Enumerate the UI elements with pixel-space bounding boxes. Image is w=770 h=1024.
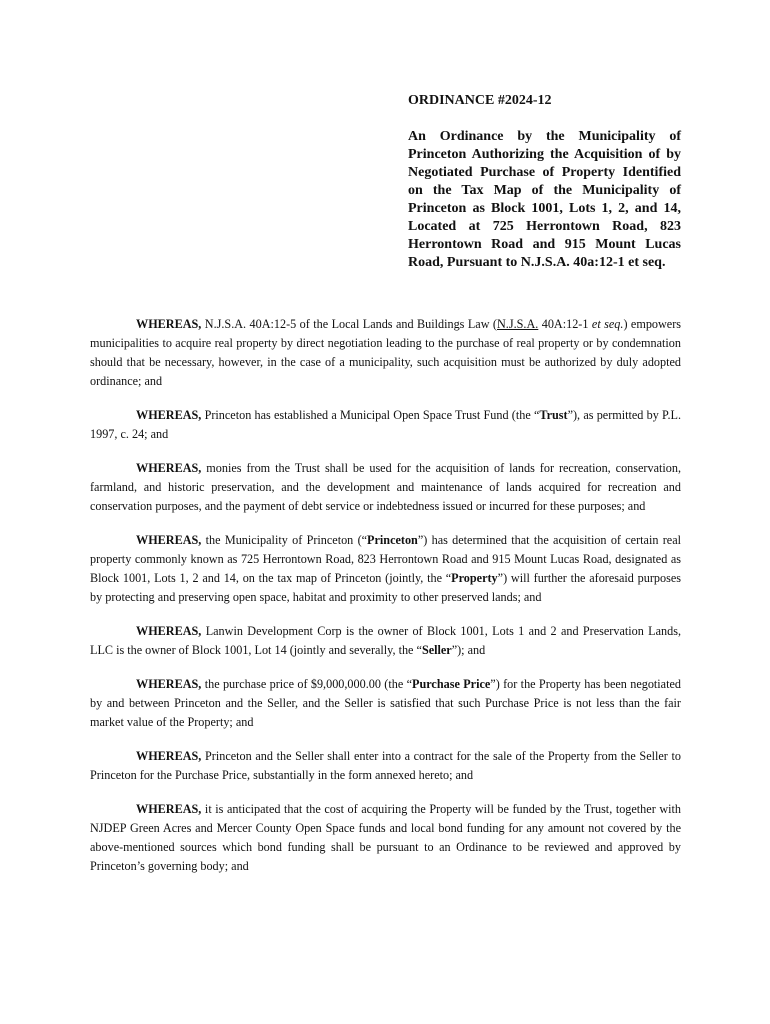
p1-text-a: N.J.S.A. 40A:12-5 of the Local Lands and Buildings Law ( [201, 317, 497, 331]
p4-text-b: ”) has determined that the acquisition of certain real property commonly known as 725 Herrontown Road, 823 Herrontown Road and 915 Mount Lucas Road, designated as Block 1001, Lots 1, 2 and 14, on the tax map of Princeton (jointly, the “ [90, 533, 681, 585]
whereas-paragraph-6 [90, 675, 681, 732]
whereas-label: WHEREAS, [136, 408, 202, 422]
ordinance-body [90, 315, 681, 891]
whereas-label: WHEREAS, [136, 624, 202, 638]
whereas-label: WHEREAS, [136, 317, 202, 331]
p5-text-a: Lanwin Development Corp is the owner of Block 1001, Lots 1 and 2 and Preservation Lands, LLC is the owner of Block 1001, Lot 14 (jointly and severally, the “ [90, 624, 681, 657]
p6-text-b: ”) for the Property has been negotiated by and between Princeton and the Seller, and the Seller is satisfied that such Purchase Price is not less than the fair market value of the Property; and [90, 677, 681, 729]
whereas-paragraph-5 [90, 622, 681, 660]
p1-text-c: ) empowers municipalities to acquire real property by direct negotiation leading to the purchase of real property or by condemnation should that be necessary, however, in the case of a municipality, such acquisition must be authorized by duly adopted ordinance; and [90, 317, 682, 388]
p1-text-b: 40A:12-1 [538, 317, 592, 331]
p4-text-c: ”) will further the aforesaid purposes by protecting and preserving open space, habitat and proximity to other preserved lands; and [90, 571, 682, 604]
p5-defined-term: Seller [421, 643, 452, 657]
whereas-paragraph-1 [90, 315, 681, 391]
p6-text-a: the purchase price of $9,000,000.00 (the “ [201, 677, 413, 691]
p5-text-b: ”); and [451, 643, 486, 657]
whereas-label: WHEREAS, [136, 677, 202, 691]
p4-text-a: the Municipality of Princeton (“ [201, 533, 368, 547]
whereas-label: WHEREAS, [136, 461, 202, 475]
whereas-label: WHEREAS, [136, 802, 202, 816]
ordinance-title: ORDINANCE #2024-12 [408, 93, 552, 108]
whereas-label: WHEREAS, [136, 533, 202, 547]
p1-et-seq: et seq. [591, 317, 624, 331]
p7-text-a: Princeton and the Seller shall enter into a contract for the sale of the Property from the Seller to Princeton for the Purchase Price, substantially in the form annexed hereto; and [90, 749, 681, 782]
whereas-label: WHEREAS, [136, 749, 202, 763]
p4-defined-term-property: Property [451, 571, 498, 585]
whereas-paragraph-8 [90, 800, 681, 876]
p2-text-b: ”), as permitted by P.L. 1997, c. 24; and [90, 408, 681, 441]
p2-text-a: Princeton has established a Municipal Open Space Trust Fund (the “ [201, 408, 540, 422]
whereas-paragraph-7 [90, 747, 681, 785]
whereas-paragraph-4 [90, 531, 681, 607]
ordinance-caption: An Ordinance by the Municipality of Princeton Authorizing the Acquisition of by Negotiated Purchase of Property Identified on the Tax Map of the Municipality of Princeton as Block 1001, Lots 1, 2, and 14, Located at 725 Herrontown Road, 823 Herrontown Road and 915 Mount Lucas Road, Pursuant to N.J.S.A. 40a:12-1 et seq. [408, 129, 681, 270]
p3-text-a: monies from the Trust shall be used for the acquisition of lands for recreation, conservation, farmland, and historic preservation, and the development and maintenance of lands acquired for recreation and conservation purposes, and the payment of debt service or indebtedness issued or incurred for these purposes; and [90, 461, 681, 513]
p6-defined-term: Purchase Price [412, 677, 491, 691]
whereas-paragraph-2 [90, 406, 681, 444]
p4-defined-term-princeton: Princeton [367, 533, 418, 547]
p2-defined-term: Trust [539, 408, 568, 422]
p1-statute-abbrev: N.J.S.A. [497, 317, 539, 331]
whereas-paragraph-3 [90, 459, 681, 516]
p8-text-a: it is anticipated that the cost of acquiring the Property will be funded by the Trust, together with NJDEP Green Acres and Mercer County Open Space funds and local bond funding for any amount not covered by the above-mentioned sources which bond funding shall be pursuant to an Ordinance to be reviewed and approved by Princeton’s governing body; and [90, 802, 681, 873]
